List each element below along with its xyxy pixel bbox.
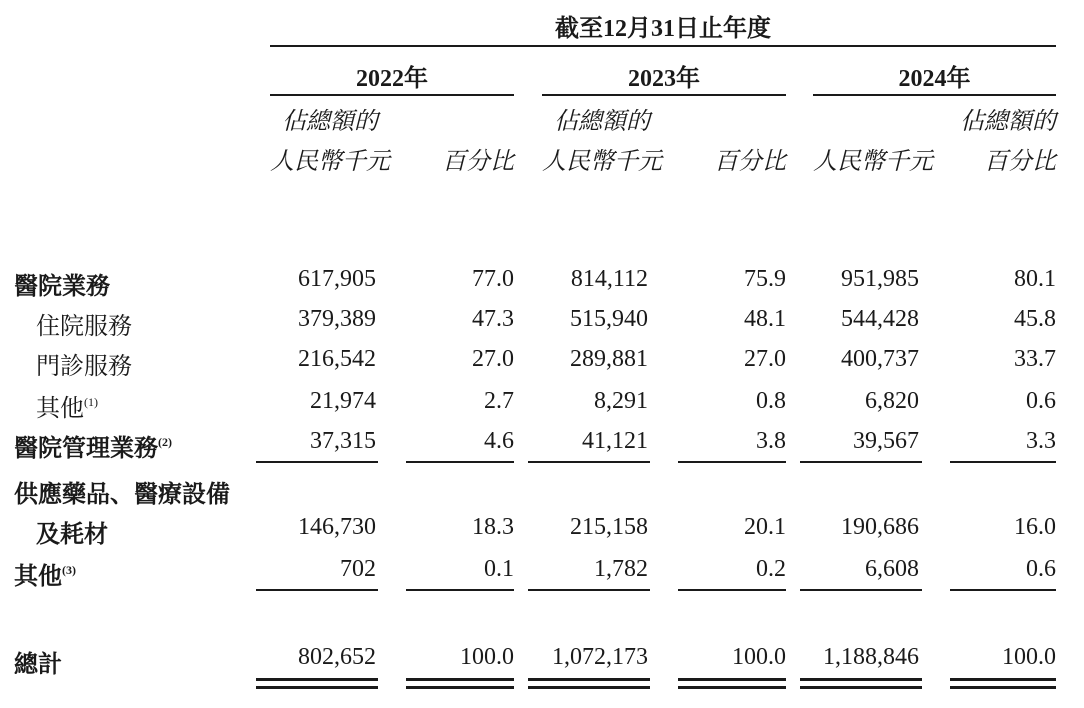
cell-r4-c4: 39,567 xyxy=(853,428,919,454)
amount-header-2023: 人民幣千元 xyxy=(542,149,662,175)
row-label-hospital-business: 醫院業務 xyxy=(14,274,110,300)
cell-r2-c1: 27.0 xyxy=(472,346,514,372)
double-rule-top-c2 xyxy=(528,678,650,681)
cell-r0-c5: 80.1 xyxy=(1014,266,1056,292)
cell-r0-c0: 617,905 xyxy=(298,266,376,292)
cell-r3-c2: 8,291 xyxy=(594,388,648,414)
cell-r2-c3: 27.0 xyxy=(744,346,786,372)
double-rule-top-c4 xyxy=(800,678,922,681)
rule-r4-c4 xyxy=(800,461,922,463)
cell-r6-c1: 0.1 xyxy=(484,556,514,582)
cell-r3-c5: 0.6 xyxy=(1026,388,1056,414)
cell-r0-c1: 77.0 xyxy=(472,266,514,292)
rule-r6-c1 xyxy=(406,589,514,591)
footnote-2: (2) xyxy=(158,435,172,449)
rule-r6-c5 xyxy=(950,589,1056,591)
double-rule-bottom-c5 xyxy=(950,686,1056,689)
cell-r5-c4: 190,686 xyxy=(841,514,919,540)
rule-r6-c0 xyxy=(256,589,378,591)
cell-r0-c2: 814,112 xyxy=(570,266,648,292)
cell-r0-c3: 75.9 xyxy=(744,266,786,292)
row-label-supply-line2: 及耗材 xyxy=(36,522,108,548)
row-label-other: 其他$^{(3)}$ xyxy=(14,563,76,590)
cell-r1-c0: 379,389 xyxy=(298,306,376,332)
rule-r4-c3 xyxy=(678,461,786,463)
cell-r2-c4: 400,737 xyxy=(841,346,919,372)
cell-r7-c5: 100.0 xyxy=(1002,644,1056,670)
cell-r1-c4: 544,428 xyxy=(841,306,919,332)
cell-r5-c5: 16.0 xyxy=(1014,514,1056,540)
pct-header-line2-2024: 百分比 xyxy=(984,149,1056,175)
cell-r1-c5: 45.8 xyxy=(1014,306,1056,332)
double-rule-bottom-c3 xyxy=(678,686,786,689)
cell-r5-c0: 146,730 xyxy=(298,514,376,540)
row-label-outpatient: 門診服務 xyxy=(36,354,132,380)
cell-r1-c3: 48.1 xyxy=(744,306,786,332)
cell-r1-c1: 47.3 xyxy=(472,306,514,332)
double-rule-bottom-c2 xyxy=(528,686,650,689)
cell-r4-c0: 37,315 xyxy=(310,428,376,454)
footnote-1: (1) xyxy=(84,395,98,409)
rule-r4-c5 xyxy=(950,461,1056,463)
cell-r4-c5: 3.3 xyxy=(1026,428,1056,454)
year-rule-2023 xyxy=(542,94,786,96)
rule-r6-c3 xyxy=(678,589,786,591)
row-label-supply-line1: 供應藥品、醫療設備 xyxy=(14,482,230,508)
cell-r7-c2: 1,072,173 xyxy=(552,644,648,670)
cell-r7-c4: 1,188,846 xyxy=(823,644,919,670)
cell-r3-c3: 0.8 xyxy=(756,388,786,414)
cell-r3-c1: 2.7 xyxy=(484,388,514,414)
amount-header-2022: 人民幣千元 xyxy=(270,149,390,175)
double-rule-top-c3 xyxy=(678,678,786,681)
cell-r7-c3: 100.0 xyxy=(732,644,786,670)
period-header: 截至12月31日止年度 xyxy=(555,16,771,42)
year-rule-2022 xyxy=(270,94,514,96)
cell-r3-c4: 6,820 xyxy=(865,388,919,414)
cell-r7-c0: 802,652 xyxy=(298,644,376,670)
cell-r6-c2: 1,782 xyxy=(594,556,648,582)
year-rule-2024 xyxy=(813,94,1056,96)
row-label-hospital-management: 醫院管理業務$^{(2)}$ xyxy=(14,435,172,462)
cell-r5-c1: 18.3 xyxy=(472,514,514,540)
year-header-2024: 2024年 xyxy=(898,66,971,92)
double-rule-bottom-c1 xyxy=(406,686,514,689)
row-label-inpatient: 住院服務 xyxy=(36,314,132,340)
double-rule-bottom-c0 xyxy=(256,686,378,689)
cell-r6-c3: 0.2 xyxy=(756,556,786,582)
amount-header-2024: 人民幣千元 xyxy=(813,149,933,175)
rule-r4-c1 xyxy=(406,461,514,463)
pct-header-line2-2022: 百分比 xyxy=(442,149,514,175)
rule-r6-c4 xyxy=(800,589,922,591)
pct-header-line1-2023: 佔總額的 xyxy=(554,109,650,135)
cell-r7-c1: 100.0 xyxy=(460,644,514,670)
double-rule-bottom-c4 xyxy=(800,686,922,689)
pct-header-line1-2022: 佔總額的 xyxy=(282,109,378,135)
cell-r5-c3: 20.1 xyxy=(744,514,786,540)
double-rule-top-c5 xyxy=(950,678,1056,681)
year-header-2023: 2023年 xyxy=(628,66,700,92)
cell-r6-c0: 702 xyxy=(340,556,376,582)
row-label-hospital-other: 其他$^{(1)}$ xyxy=(36,395,98,422)
cell-r6-c5: 0.6 xyxy=(1026,556,1056,582)
pct-header-line1-2024: 佔總額的 xyxy=(960,109,1056,135)
rule-r6-c2 xyxy=(528,589,650,591)
cell-r2-c5: 33.7 xyxy=(1014,346,1056,372)
cell-r6-c4: 6,608 xyxy=(865,556,919,582)
header-rule xyxy=(270,45,1056,47)
double-rule-top-c1 xyxy=(406,678,514,681)
cell-r4-c3: 3.8 xyxy=(756,428,786,454)
footnote-3: (3) xyxy=(62,563,76,577)
cell-r4-c1: 4.6 xyxy=(484,428,514,454)
pct-header-line2-2023: 百分比 xyxy=(714,149,786,175)
cell-r1-c2: 515,940 xyxy=(570,306,648,332)
double-rule-top-c0 xyxy=(256,678,378,681)
cell-r3-c0: 21,974 xyxy=(310,388,376,414)
cell-r0-c4: 951,985 xyxy=(841,266,919,292)
cell-r2-c2: 289,881 xyxy=(570,346,648,372)
cell-r4-c2: 41,121 xyxy=(582,428,648,454)
cell-r5-c2: 215,158 xyxy=(570,514,648,540)
rule-r4-c2 xyxy=(528,461,650,463)
rule-r4-c0 xyxy=(256,461,378,463)
row-label-total: 總計 xyxy=(14,652,62,678)
year-header-2022: 2022年 xyxy=(356,66,428,92)
cell-r2-c0: 216,542 xyxy=(298,346,376,372)
